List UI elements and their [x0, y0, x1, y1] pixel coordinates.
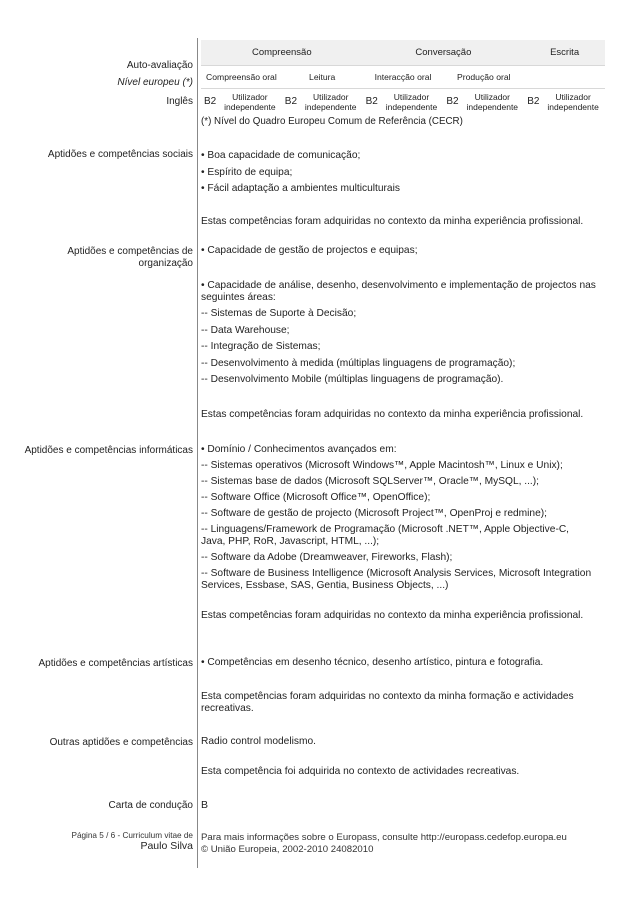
- header-conversation: Conversação: [363, 40, 525, 66]
- level-code: B2: [527, 96, 540, 107]
- column-divider: [197, 38, 198, 868]
- subheader-oral-comprehension: Compreensão oral: [201, 66, 282, 89]
- list-item: -- Software de Business Intelligence (Microsoft Analysis Services, Microsoft Integration Services, Essbase, SAS, Gentia, Business Objects, ...): [201, 568, 592, 591]
- level-text: Utilizador independente: [304, 92, 357, 112]
- list-item: -- Sistemas operativos (Microsoft Windows™, Apple Macintosh™, Linux e Unix);: [201, 460, 563, 471]
- level-code: B2: [365, 96, 378, 107]
- artistic-skills-content: [201, 657, 596, 715]
- level-text: Utilizador independente: [385, 92, 438, 112]
- level-text: Utilizador independente: [224, 92, 276, 112]
- list-item: -- Software Office (Microsoft Office™, OpenOffice);: [201, 492, 431, 503]
- list-item: • Domínio / Conhecimentos avançados em:: [201, 444, 397, 455]
- artistic-skills-label: Aptidões e competências artísticas: [38, 658, 193, 669]
- list-item: • Boa capacidade de comunicação;: [201, 150, 361, 161]
- driving-licence-value: B: [201, 799, 209, 811]
- label-line: organização: [138, 258, 193, 269]
- list-item: -- Linguagens/Framework de Programação (Microsoft .NET™, Apple Objective-C, Java, PHP, RoR, Javascript, HTML, ...);: [201, 524, 570, 547]
- list-item: -- Desenvolvimento à medida (múltiplas linguagens de programação);: [201, 357, 516, 369]
- list-item: • Fácil adaptação a ambientes multiculturais: [201, 183, 400, 194]
- list-item: -- Data Warehouse;: [201, 324, 290, 336]
- cv-owner-name: Paulo Silva: [140, 840, 193, 852]
- list-item: • Espírito de equipa;: [201, 166, 293, 178]
- social-skills-note: Estas competências foram adquiridas no contexto da minha experiência profissional.: [201, 215, 584, 227]
- level-text: Utilizador independente: [466, 92, 519, 112]
- social-skills-content: [201, 148, 596, 230]
- list-item: • Capacidade de análise, desenho, desenvolvimento e implementação de projectos nas seguintes áreas:: [201, 280, 596, 303]
- cecr-note: (*) Nível do Quadro Europeu Comum de Referência (CECR): [201, 116, 463, 127]
- list-item: -- Desenvolvimento Mobile (múltiplas linguagens de programação).: [201, 374, 504, 385]
- organisational-skills-content: [201, 245, 596, 421]
- page-info: Página 5 / 6 - Curriculum vitae de: [71, 831, 193, 840]
- europass-info: Para mais informações sobre o Europass, consulte http://europass.cedefop.europa.eu: [201, 832, 567, 843]
- computer-skills-label: Aptidões e competências informáticas: [24, 445, 193, 456]
- computer-skills-content: [201, 444, 596, 622]
- level-text: Utilizador independente: [547, 92, 599, 112]
- language-table-subheader: [201, 66, 605, 89]
- language-label: Inglês: [166, 96, 193, 107]
- list-item: • Competências em desenho técnico, desenho artístico, pintura e fotografia.: [201, 657, 544, 668]
- language-table-header: [201, 40, 605, 66]
- copyright: © União Europeia, 2002-2010 24082010: [201, 844, 374, 855]
- footer-right: [201, 832, 601, 856]
- language-level-row: [201, 89, 605, 116]
- other-skills-content: [201, 736, 596, 778]
- list-item: -- Sistemas base de dados (Microsoft SQLServer™, Oracle™, MySQL, ...);: [201, 476, 539, 487]
- header-writing: Escrita: [524, 40, 605, 66]
- header-comprehension: Compreensão: [201, 40, 363, 66]
- subheader-reading: Leitura: [282, 66, 363, 89]
- subheader-oral-interaction: Interacção oral: [363, 66, 444, 89]
- list-item: -- Integração de Sistemas;: [201, 341, 321, 352]
- other-skills-note: Esta competência foi adquirida no contexto de actividades recreativas.: [201, 766, 520, 777]
- level-code: B2: [446, 96, 459, 107]
- european-level-label: Nível europeu (*): [117, 77, 193, 88]
- artistic-skills-note: Esta competências foram adquiridas no contexto da minha formação e actividades recreativas.: [201, 691, 574, 714]
- list-item: -- Software de gestão de projecto (Microsoft Project™, OpenProj e redmine);: [201, 508, 547, 519]
- social-skills-label: Aptidões e competências sociais: [47, 149, 193, 160]
- footer-left: [0, 830, 193, 852]
- label-line: Aptidões e competências de: [67, 246, 193, 257]
- organisational-skills-label: [0, 246, 193, 270]
- self-assessment-label: Auto-avaliação: [126, 60, 193, 71]
- subheader-oral-production: Produção oral: [443, 66, 524, 89]
- list-item: -- Software da Adobe (Dreamweaver, Fireworks, Flash);: [201, 552, 453, 563]
- list-item: Radio control modelismo.: [201, 736, 316, 747]
- driving-licence-label: Carta de condução: [108, 800, 193, 811]
- level-code: B2: [284, 96, 298, 107]
- language-table: [201, 40, 605, 115]
- other-skills-label: Outras aptidões e competências: [49, 737, 193, 748]
- organisational-skills-note: Estas competências foram adquiridas no contexto da minha experiência profissional.: [201, 408, 584, 420]
- level-code: B2: [204, 96, 217, 107]
- computer-skills-note: Estas competências foram adquiridas no contexto da minha experiência profissional.: [201, 610, 584, 621]
- list-item: -- Sistemas de Suporte à Decisão;: [201, 308, 357, 319]
- list-item: • Capacidade de gestão de projectos e equipas;: [201, 245, 418, 256]
